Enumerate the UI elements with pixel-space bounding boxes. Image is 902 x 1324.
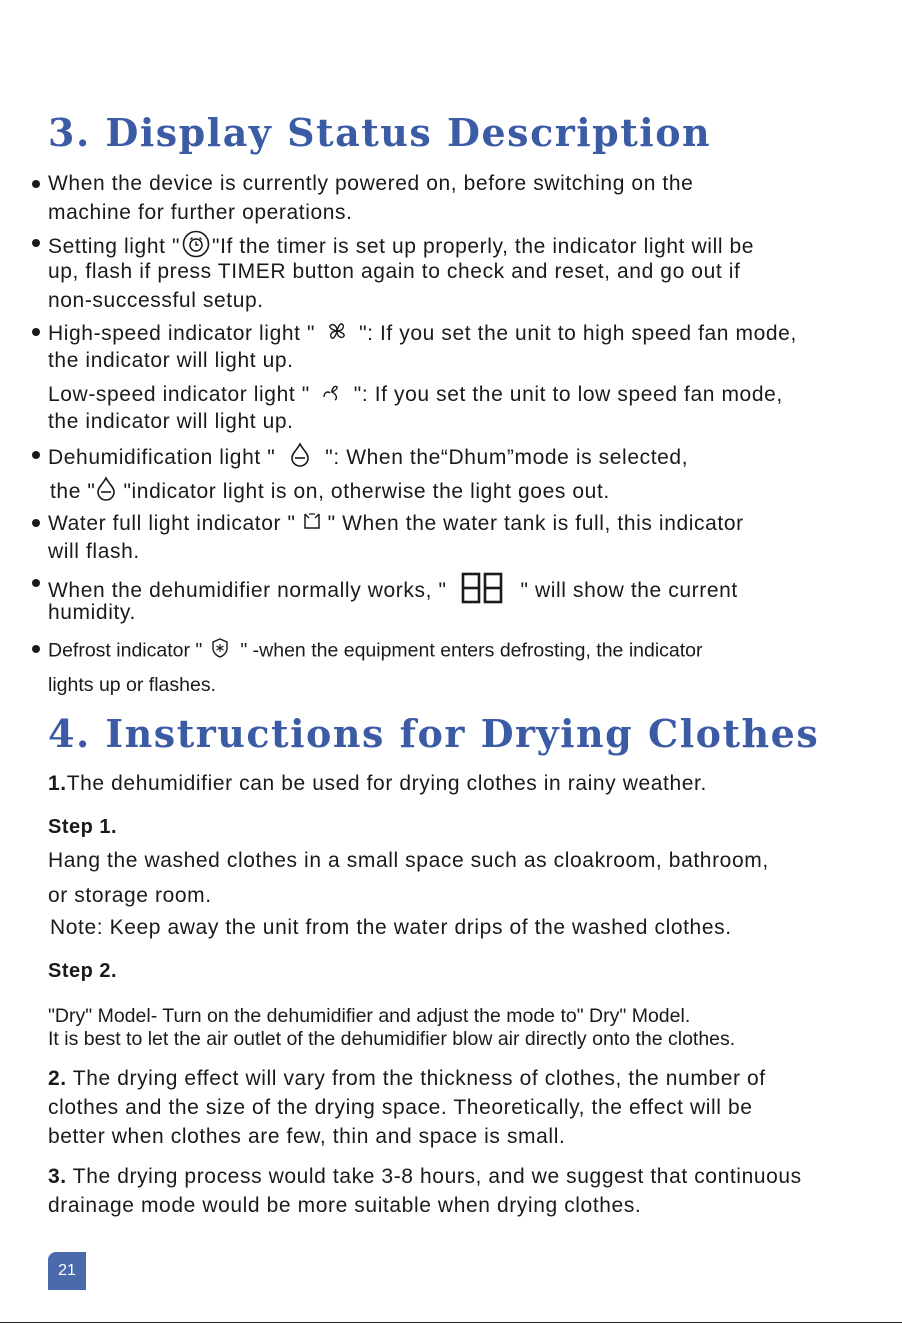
timer-light-line-2: up, flash if press TIMER button again to check and reset, and go out if bbox=[48, 260, 741, 283]
drying-effect-line-1 bbox=[48, 1066, 766, 1092]
defrost-line-1 bbox=[48, 637, 703, 666]
drying-intro-text: The dehumidifier can be used for drying clothes in rainy weather. bbox=[66, 772, 707, 795]
status-powered-line-1: When the device is currently powered on, before switching on the bbox=[48, 172, 694, 195]
paragraph-number: 2. bbox=[48, 1067, 67, 1090]
high-speed-line-2: the indicator will light up. bbox=[48, 349, 294, 372]
step-1-note: Note: Keep away the unit from the water drips of the washed clothes. bbox=[50, 916, 732, 939]
bullet-dot bbox=[32, 579, 40, 587]
seven-segment-display-icon bbox=[461, 572, 503, 611]
bullet-dot bbox=[32, 239, 40, 247]
low-speed-fan-icon bbox=[320, 380, 344, 411]
defrost-post: " -when the equipment enters defrosting, the indicator bbox=[240, 639, 703, 662]
defrost-line-2: lights up or flashes. bbox=[48, 674, 217, 696]
bullet-dot bbox=[32, 180, 40, 188]
dehum-post: ": When the“Dhum”mode is selected, bbox=[325, 446, 689, 470]
step-2-line-1: "Dry" Model- Turn on the dehumidifier and adjust the mode to" Dry" Model. bbox=[48, 1005, 691, 1027]
high-speed-fan-icon bbox=[325, 319, 349, 350]
paragraph-number: 3. bbox=[48, 1165, 67, 1188]
bullet-dot bbox=[32, 328, 40, 336]
drying-effect-line-3: better when clothes are few, thin and space is small. bbox=[48, 1125, 566, 1148]
water-full-pre: Water full light indicator " bbox=[48, 512, 296, 536]
water-full-line-1 bbox=[48, 511, 744, 538]
bottom-rule bbox=[0, 1322, 902, 1323]
low-speed-line-2: the indicator will light up. bbox=[48, 410, 294, 433]
dehum-l2-post: "indicator light is on, otherwise the light goes out. bbox=[123, 480, 610, 504]
humidity-line-2: humidity. bbox=[48, 601, 136, 624]
step-1-line-2: or storage room. bbox=[48, 884, 212, 907]
defrost-shield-icon bbox=[210, 637, 230, 666]
section-4-title: 4. Instructions for Drying Clothes bbox=[48, 711, 820, 756]
section-3-title: 3. Display Status Description bbox=[48, 110, 712, 155]
drying-time-line-2: drainage mode would be more suitable when drying clothes. bbox=[48, 1194, 642, 1217]
drying-time-line-1 bbox=[48, 1164, 802, 1190]
humidity-line-1 bbox=[48, 572, 738, 611]
step-1-line-1: Hang the washed clothes in a small space such as cloakroom, bathroom, bbox=[48, 849, 769, 872]
dehumidify-drop-icon bbox=[95, 476, 117, 509]
dehum-l2-pre: the " bbox=[50, 480, 96, 504]
dehum-line-2 bbox=[50, 476, 610, 509]
bullet-dot bbox=[32, 519, 40, 527]
low-speed-line-1 bbox=[48, 380, 783, 411]
humidity-pre: When the dehumidifier normally works, " bbox=[48, 579, 447, 603]
status-powered-line-2: machine for further operations. bbox=[48, 201, 353, 224]
bullet-dot bbox=[32, 451, 40, 459]
water-full-post: " When the water tank is full, this indicator bbox=[327, 512, 744, 536]
drying-intro bbox=[48, 771, 707, 797]
step-2-label: Step 2. bbox=[48, 960, 118, 982]
high-speed-line-1 bbox=[48, 319, 797, 350]
bullet-dot bbox=[32, 645, 40, 653]
timer-light-post: "If the timer is set up properly, the indicator light will be bbox=[212, 235, 755, 259]
high-speed-pre: High-speed indicator light " bbox=[48, 322, 316, 346]
water-tank-icon bbox=[302, 511, 322, 538]
low-speed-post: ": If you set the unit to low speed fan mode, bbox=[353, 383, 783, 407]
low-speed-pre: Low-speed indicator light " bbox=[48, 383, 310, 407]
humidity-post: " will show the current bbox=[520, 579, 738, 603]
timer-light-line-3: non-successful setup. bbox=[48, 289, 264, 312]
dehumidify-drop-icon bbox=[289, 442, 311, 475]
drying-effect-text: The drying effect will vary from the thickness of clothes, the number of bbox=[72, 1067, 766, 1090]
dehum-pre: Dehumidification light " bbox=[48, 446, 276, 470]
drying-effect-line-2: clothes and the size of the drying space. Theoretically, the effect will be bbox=[48, 1096, 753, 1119]
step-1-label: Step 1. bbox=[48, 816, 118, 838]
dehum-line-1 bbox=[48, 442, 688, 475]
step-2-line-2: It is best to let the air outlet of the dehumidifier blow air directly onto the clothes. bbox=[48, 1028, 736, 1050]
page-number-badge: 21 bbox=[48, 1252, 86, 1290]
defrost-pre: Defrost indicator " bbox=[48, 639, 203, 662]
high-speed-post: ": If you set the unit to high speed fan mode, bbox=[359, 322, 797, 346]
paragraph-number: 1. bbox=[48, 772, 67, 795]
drying-time-text: The drying process would take 3-8 hours, and we suggest that continuous bbox=[72, 1165, 802, 1188]
timer-light-pre: Setting light " bbox=[48, 235, 181, 259]
water-full-line-2: will flash. bbox=[48, 540, 140, 563]
